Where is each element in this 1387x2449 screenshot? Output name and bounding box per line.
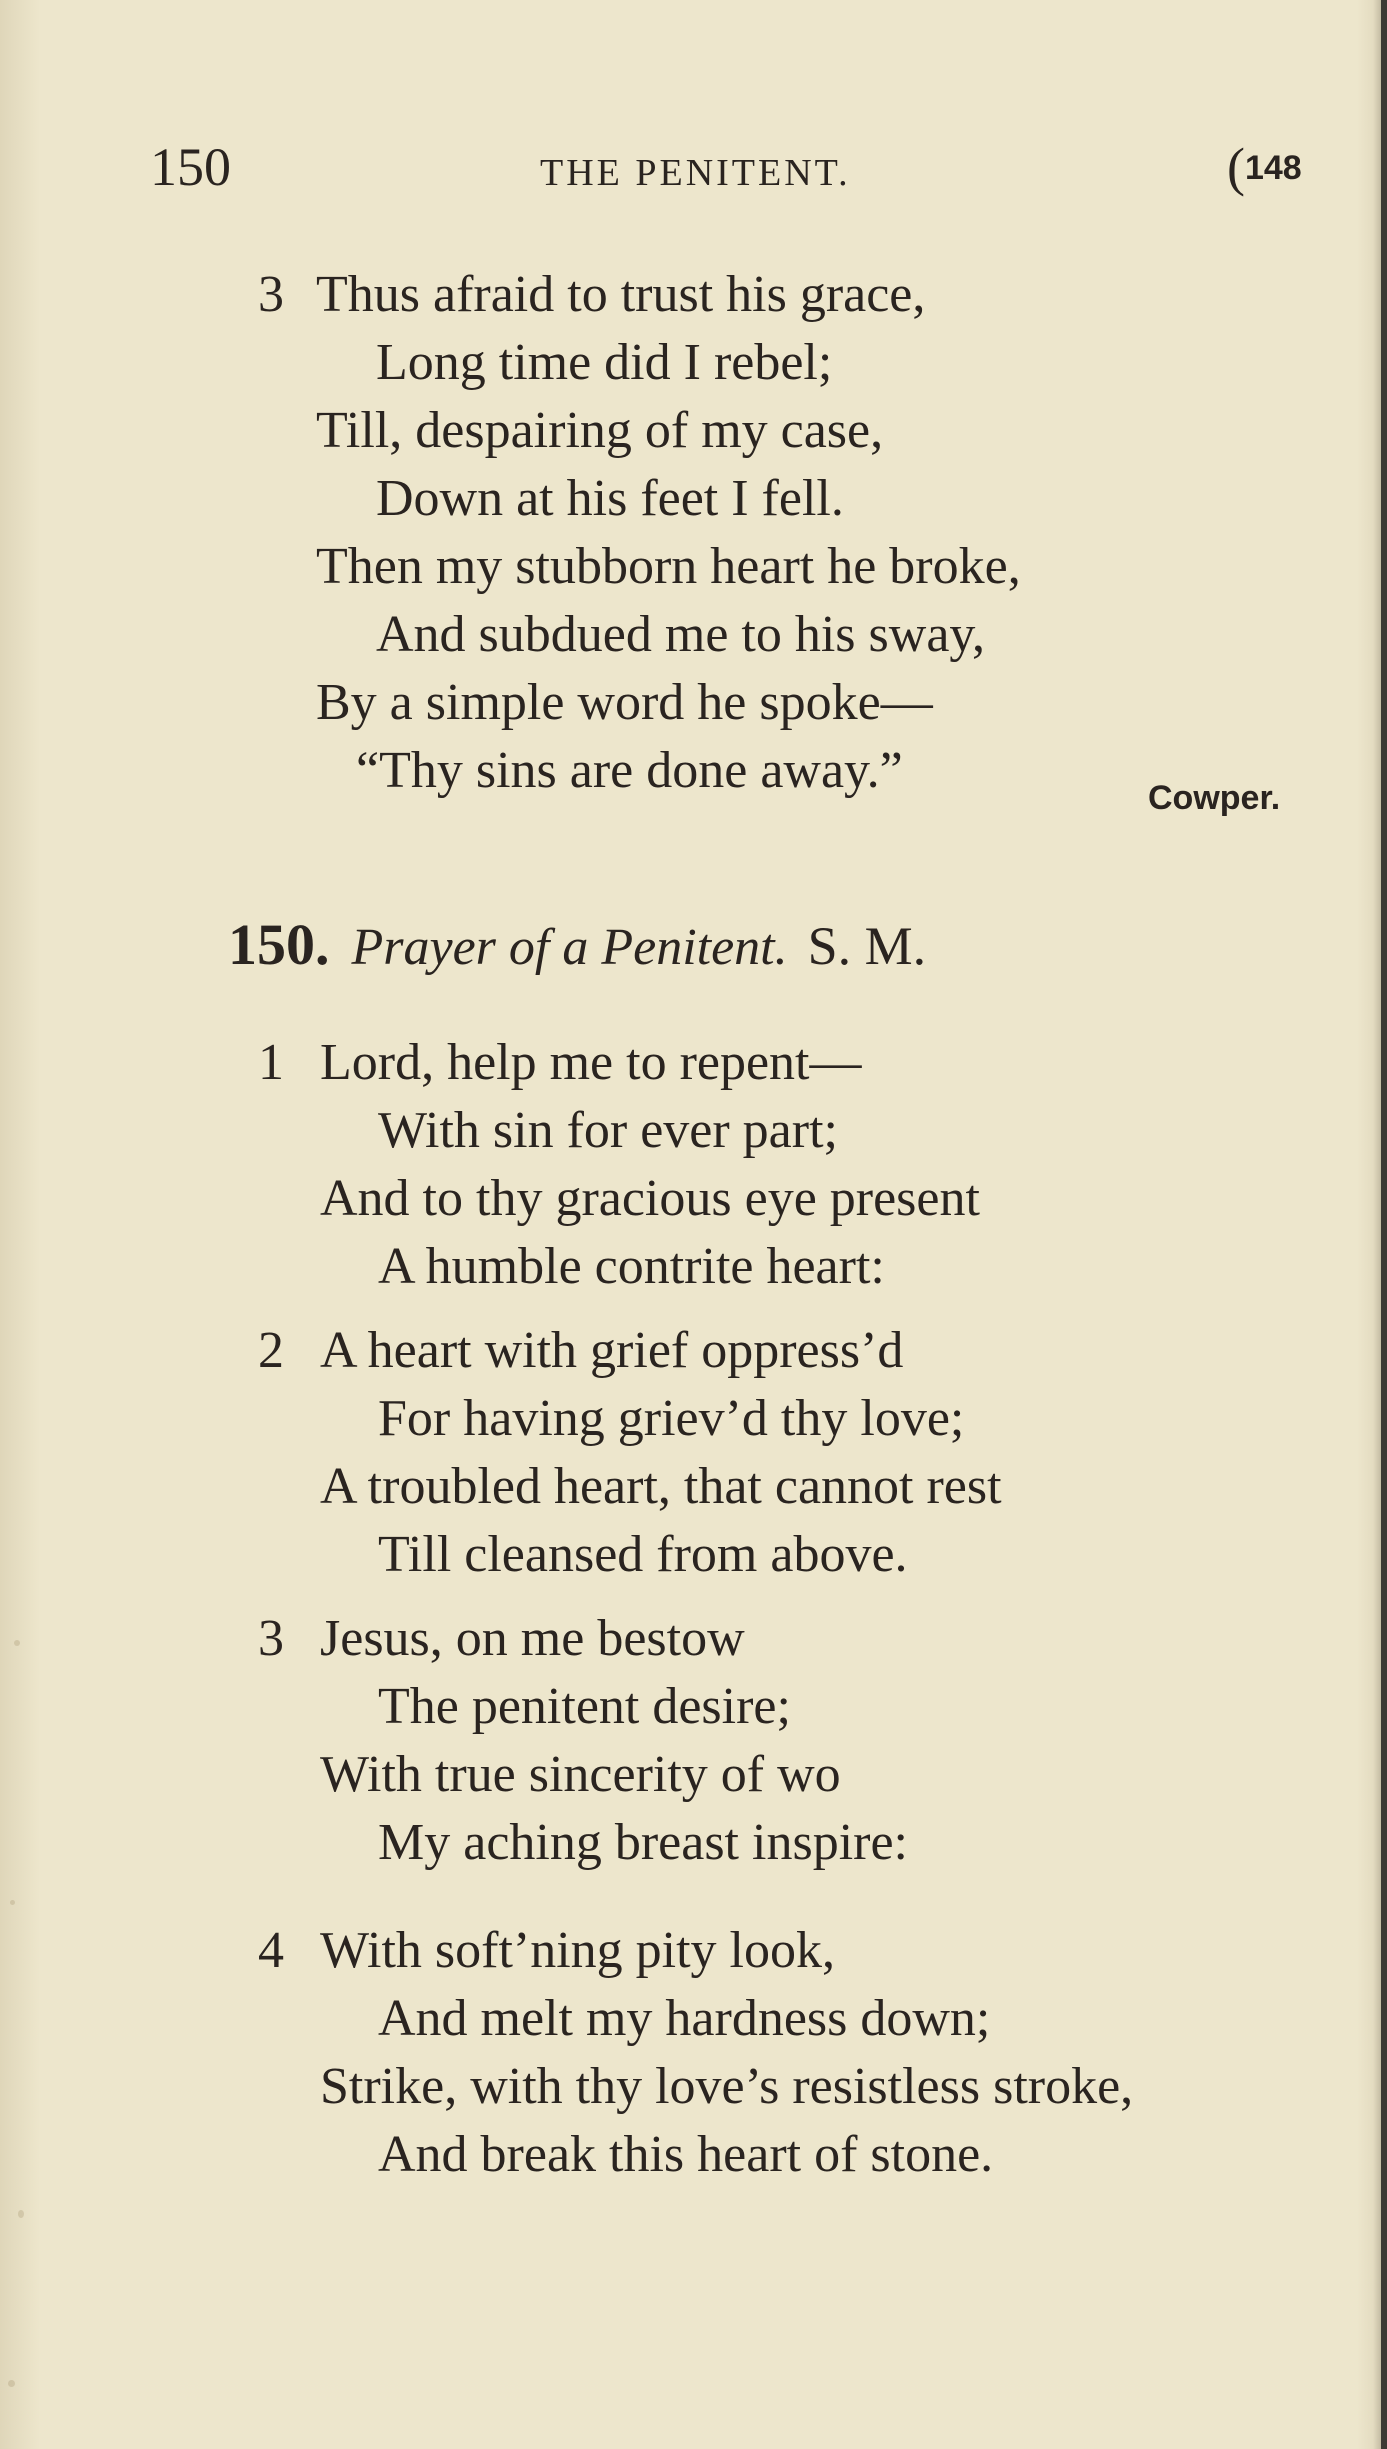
hymn-title: Prayer of a Penitent. xyxy=(351,919,788,976)
verse-line: Down at his feet I fell. xyxy=(376,470,844,527)
paper-speck xyxy=(18,2210,24,2218)
verse-line: Till cleansed from above. xyxy=(378,1526,908,1583)
verse-line: Then my stubborn heart he broke, xyxy=(316,538,1021,595)
verse-number: 1 xyxy=(258,1034,284,1091)
verse-line: “Thy sins are done away.” xyxy=(356,742,903,799)
hymn-meter: S. M. xyxy=(807,916,927,976)
hymn-reference-bracket: ( xyxy=(1227,137,1245,197)
paper-speck xyxy=(14,1640,20,1646)
running-title: THE PENITENT. xyxy=(540,152,851,194)
verse-line: With soft’ning pity look, xyxy=(320,1922,835,1979)
verse-number: 3 xyxy=(258,266,284,323)
verse-line: Long time did I rebel; xyxy=(376,334,833,391)
verse-line: Jesus, on me bestow xyxy=(320,1610,745,1667)
verse-line: And subdued me to his sway, xyxy=(376,606,986,663)
verse-number: 2 xyxy=(258,1322,284,1379)
verse-line: With true sincerity of wo xyxy=(320,1746,841,1803)
hymn-heading xyxy=(228,905,926,1000)
verse-line: And break this heart of stone. xyxy=(378,2126,994,2183)
hymn-reference-number: 148 xyxy=(1244,149,1302,187)
verse-line: Till, despairing of my case, xyxy=(316,402,884,459)
verse-number: 3 xyxy=(258,1610,284,1667)
verse-line: Strike, with thy love’s resistless stroke, xyxy=(320,2058,1134,2115)
verse-line: For having griev’d thy love; xyxy=(378,1390,965,1447)
running-header xyxy=(150,132,1330,202)
page-edge xyxy=(1381,0,1387,2449)
verse-line: A heart with grief oppress’d xyxy=(320,1322,904,1379)
verse-line: Lord, help me to repent— xyxy=(320,1034,862,1091)
verse-line: And melt my hardness down; xyxy=(378,1990,991,2047)
verse-line: By a simple word he spoke— xyxy=(316,674,933,731)
verse-line: My aching breast inspire: xyxy=(378,1814,908,1871)
page-number: 150 xyxy=(150,137,231,197)
paper-speck xyxy=(8,2380,15,2387)
hymn-number: 150. xyxy=(228,912,330,977)
verse-line: And to thy gracious eye present xyxy=(320,1170,980,1227)
verse-line: A humble contrite heart: xyxy=(378,1238,885,1295)
verse-number: 4 xyxy=(258,1922,284,1979)
verse-line: Thus afraid to trust his grace, xyxy=(316,266,926,323)
paper-speck xyxy=(10,1900,15,1905)
hymn-reference xyxy=(1227,132,1302,203)
author-attribution: Cowper. xyxy=(1148,779,1281,817)
verse-line: The penitent desire; xyxy=(378,1678,791,1735)
verse-line: With sin for ever part; xyxy=(378,1102,838,1159)
verse-line: A troubled heart, that cannot rest xyxy=(320,1458,1002,1515)
